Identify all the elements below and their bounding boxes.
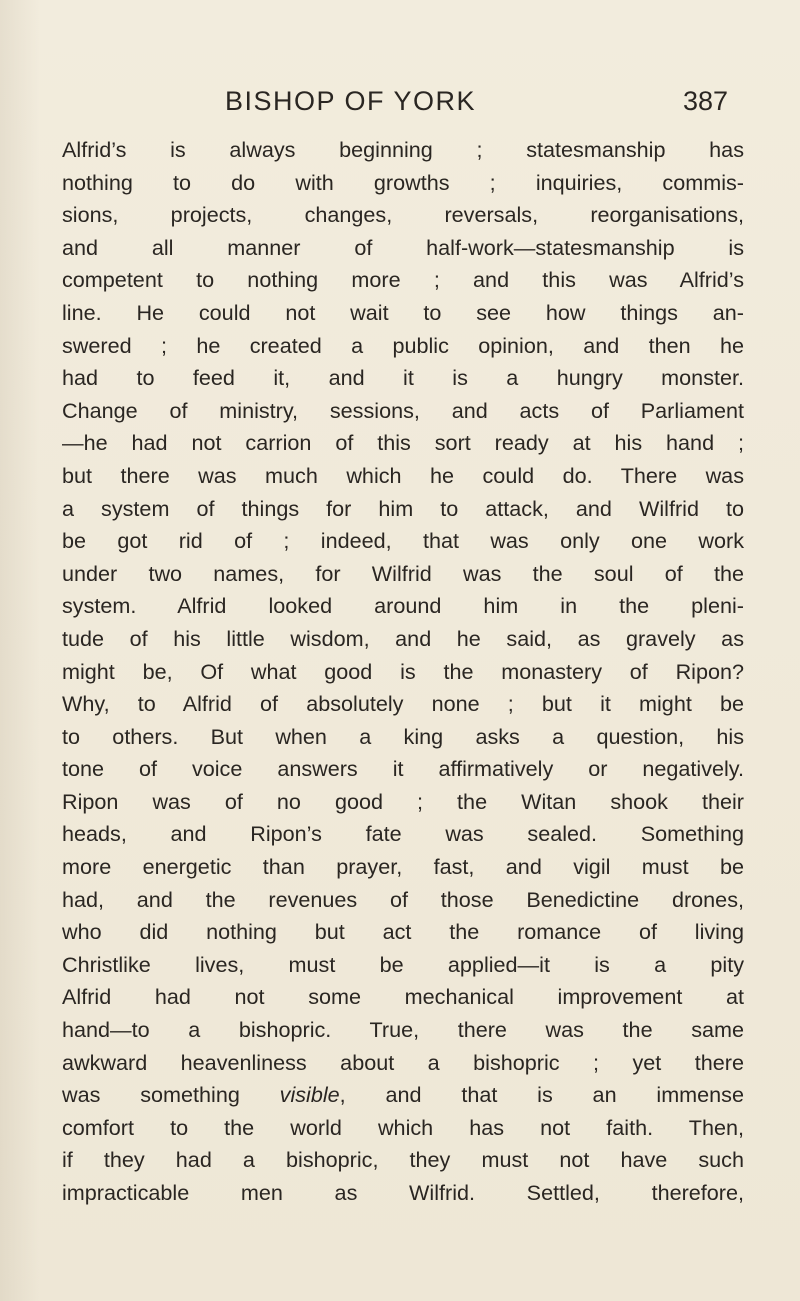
- text-line: more energetic than prayer, fast, and vigil must be: [62, 854, 744, 880]
- text-line: impracticable men as Wilfrid. Settled, therefore,: [62, 1180, 744, 1205]
- text-line: system. Alfrid looked around him in the pleni-: [62, 593, 744, 619]
- text-line: Alfrid’s is always beginning ; statesmanship has: [62, 137, 744, 162]
- text-line: comfort to the world which has not faith. Then,: [62, 1114, 744, 1140]
- text-line: tone of voice answers it affirmatively or negatively.: [62, 756, 744, 782]
- text-line: —he had not carrion of this sort ready at his hand ;: [62, 430, 744, 456]
- text-line: Why, to Alfrid of absolutely none ; but it might be: [62, 691, 744, 717]
- page-number: 387: [682, 86, 728, 116]
- page-header: [60, 86, 740, 126]
- text-line: a system of things for him to attack, and Wilfrid to: [62, 495, 744, 521]
- text-line: Change of ministry, sessions, and acts of Parliament: [62, 397, 744, 423]
- text-line: Ripon was of no good ; the Witan shook their: [62, 788, 744, 814]
- text-line: be got rid of ; indeed, that was only one work: [62, 528, 744, 554]
- text-line: swered ; he created a public opinion, and then he: [62, 332, 744, 358]
- text-line: Christlike lives, must be applied—it is a pity: [62, 951, 744, 977]
- text-line: but there was much which he could do. There was: [62, 462, 744, 488]
- text-line: might be, Of what good is the monastery of Ripon?: [62, 658, 744, 684]
- text-line: line. He could not wait to see how things an-: [62, 299, 744, 325]
- text-line: sions, projects, changes, reversals, reorganisations,: [62, 202, 744, 228]
- text-line: if they had a bishopric, they must not have such: [62, 1147, 744, 1173]
- text-line: nothing to do with growths ; inquiries, commis-: [62, 169, 744, 195]
- text-line: heads, and Ripon’s fate was sealed. Something: [62, 821, 744, 847]
- text-line: had, and the revenues of those Benedictine drones,: [62, 886, 744, 912]
- text-line: under two names, for Wilfrid was the soul of the: [62, 560, 744, 586]
- text-line: tude of his little wisdom, and he said, as gravely as: [62, 625, 744, 651]
- running-head: BISHOP OF YORK: [225, 86, 477, 116]
- body-text: [62, 134, 744, 1210]
- text-line: who did nothing but act the romance of living: [62, 919, 744, 945]
- text-line: and all manner of half-work—statesmanship is: [62, 234, 744, 260]
- text-line: to others. But when a king asks a question, his: [62, 723, 744, 749]
- text-segment: was something: [62, 1082, 280, 1108]
- text-segment: , and that is an immense: [339, 1082, 744, 1108]
- text-line: had to feed it, and it is a hungry monster.: [62, 365, 744, 391]
- italic-word: visible: [279, 1082, 340, 1108]
- text-line: Alfrid had not some mechanical improvement at: [62, 984, 744, 1010]
- text-line: awkward heavenliness about a bishopric ; yet there: [62, 1049, 744, 1075]
- text-line: hand—to a bishopric. True, there was the same: [62, 1017, 744, 1043]
- text-line: competent to nothing more ; and this was Alfrid’s: [62, 267, 744, 293]
- text-line-with-italic: [62, 1079, 744, 1112]
